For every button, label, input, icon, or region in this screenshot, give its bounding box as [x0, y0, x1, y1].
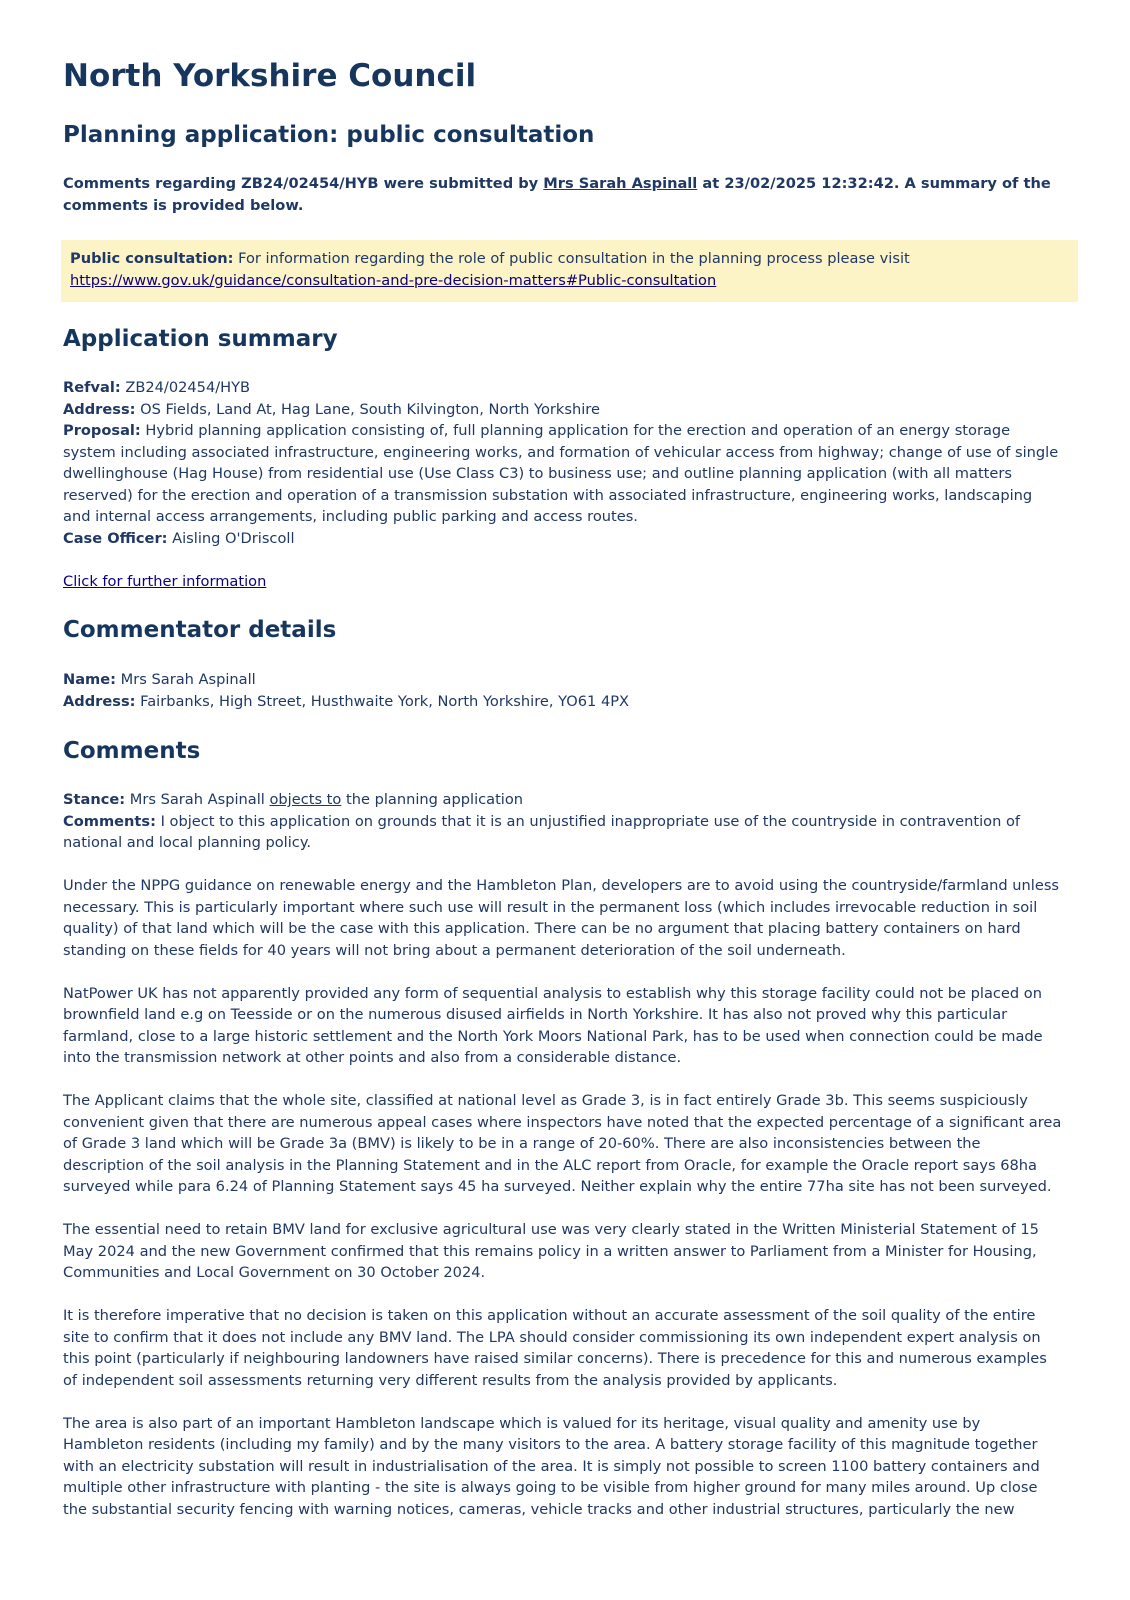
comment-paragraph: NatPower UK has not apparently provided any form of sequential analysis to establish why this storage facility could not be placed on brownfield land e.g on Teesside or on the numerous disused airfields in North Yorkshire. It has also not proved why this particular farmland, close to a large historic settlement and the North York Moors National Park, has to be used when connection could be made into the transmission network at other points and also from a considerable distance.	[63, 984, 1043, 1066]
notice-label: Public consultation:	[70, 250, 234, 267]
comment-paragraph: Under the NPPG guidance on renewable energy and the Hambleton Plan, developers are to avoid using the countryside/farmland unless necessary. This is particularly important where such use will result in the permanent loss (which includes irrevocable reduction in soil quality) of that land which will be the case with this application. There can be no argument that placing battery containers on hard standing on these fields for 40 years will not bring about a permanent deterioration of the soil underneath.	[63, 877, 1060, 959]
commentator-heading: Commentator details	[63, 617, 337, 643]
intro-text: Comments regarding ZB24/02454/HYB were submitted by Mrs Sarah Aspinall at 23/02/2025 12:32:42. A summary of the comments is provided below.	[63, 175, 1051, 214]
comment-intro: Comments: I object to this application on grounds that it is an unjustified inappropriate use of the countryside in contravention of national and local planning policy.	[63, 812, 1021, 851]
comment-paragraph: The area is also part of an important Hambleton landscape which is valued for its heritage, visual quality and amenity use by Hambleton residents (including my family) and by the many visitors to the area. A battery storage facility of this magnitude together with an electricity substation will result in industrialisation of the area. It is simply not possible to screen 1100 battery containers and multiple other infrastructure with planting - the site is always going to be visible from higher ground for many miles around. Up close the substantial security fencing with warning notices, cameras, vehicle tracks and other industrial structures, particularly the new	[63, 1414, 1040, 1518]
address-row: Address: OS Fields, Land At, Hag Lane, South Kilvington, North Yorkshire	[63, 400, 600, 418]
submitter-name[interactable]: Mrs Sarah Aspinall	[543, 175, 698, 192]
comment-paragraph: It is therefore imperative that no decision is taken on this application without an accurate assessment of the soil quality of the entire site to confirm that it does not include any BMV land. The LPA should consider commissioning its own independent expert analysis on this point (particularly if neighbouring landowners have raised similar concerns). There is precedence for this and numerous examples of independent soil assessments returning very different results from the analysis provided by applicants.	[63, 1307, 1047, 1389]
proposal-row: Proposal: Hybrid planning application consisting of, full planning application for the erection and operation of an energy storage system including associated infrastructure, engineering works, and formation of vehicular access from highway; change of use of single dwellinghouse (Hag House) from residential use (Use Class C3) to business use; and outline planning application (with all matters reserved) for the erection and operation of a transmission substation with associated infrastructure, engineering works, landscaping and internal access arrangements, including public parking and access routes.	[63, 422, 1059, 525]
comment-paragraph: The Applicant claims that the whole site, classified at national level as Grade 3, is in fact entirely Grade 3b. This seems suspiciously convenient given that there are numerous appeal cases where inspectors have noted that the expected percentage of a significant area of Grade 3 land which will be Grade 3a (BMV) is likely to be in a range of 20-60%. There are also inconsistencies between the description of the soil analysis in the Planning Statement and in the ALC report from Oracle, for example the Oracle report says 68ha surveyed while para 6.24 of Planning Statement says 45 ha surveyed. Neither explain why the entire 77ha site has not been surveyed.	[63, 1092, 1062, 1195]
application-summary	[63, 377, 1063, 592]
comment-paragraph: The essential need to retain BMV land for exclusive agricultural use was very clearly stated in the Written Ministerial Statement of 15 May 2024 and the new Government confirmed that this remains policy in a written answer to Parliament from a Minister for Housing, Communities and Local Government on 30 October 2024.	[63, 1221, 1039, 1281]
page-subtitle: Planning application: public consultation	[63, 122, 595, 148]
commentator-address-row: Address: Fairbanks, High Street, Husthwaite York, North Yorkshire, YO61 4PX	[63, 692, 630, 710]
consultation-link[interactable]: https://www.gov.uk/guidance/consultation-and-pre-decision-matters#Public-consultation	[70, 271, 717, 289]
consultation-notice	[61, 240, 1078, 302]
refval-row: Refval: ZB24/02454/HYB	[63, 379, 251, 396]
further-information-link[interactable]: Click for further information	[63, 572, 267, 590]
commentator-details	[63, 669, 1063, 712]
stance-row: Stance: Mrs Sarah Aspinall objects to the planning application	[63, 791, 524, 808]
notice-text: For information regarding the role of public consultation in the planning process please visit	[233, 250, 910, 267]
commentator-name-row: Name: Mrs Sarah Aspinall	[63, 671, 256, 688]
council-title: North Yorkshire Council	[63, 58, 477, 94]
case-officer-row: Case Officer: Aisling O'Driscoll	[63, 529, 295, 547]
comments-body	[63, 789, 1063, 1520]
stance-link[interactable]: objects to	[269, 791, 342, 808]
comments-heading: Comments	[63, 738, 201, 764]
application-summary-heading: Application summary	[63, 326, 338, 352]
